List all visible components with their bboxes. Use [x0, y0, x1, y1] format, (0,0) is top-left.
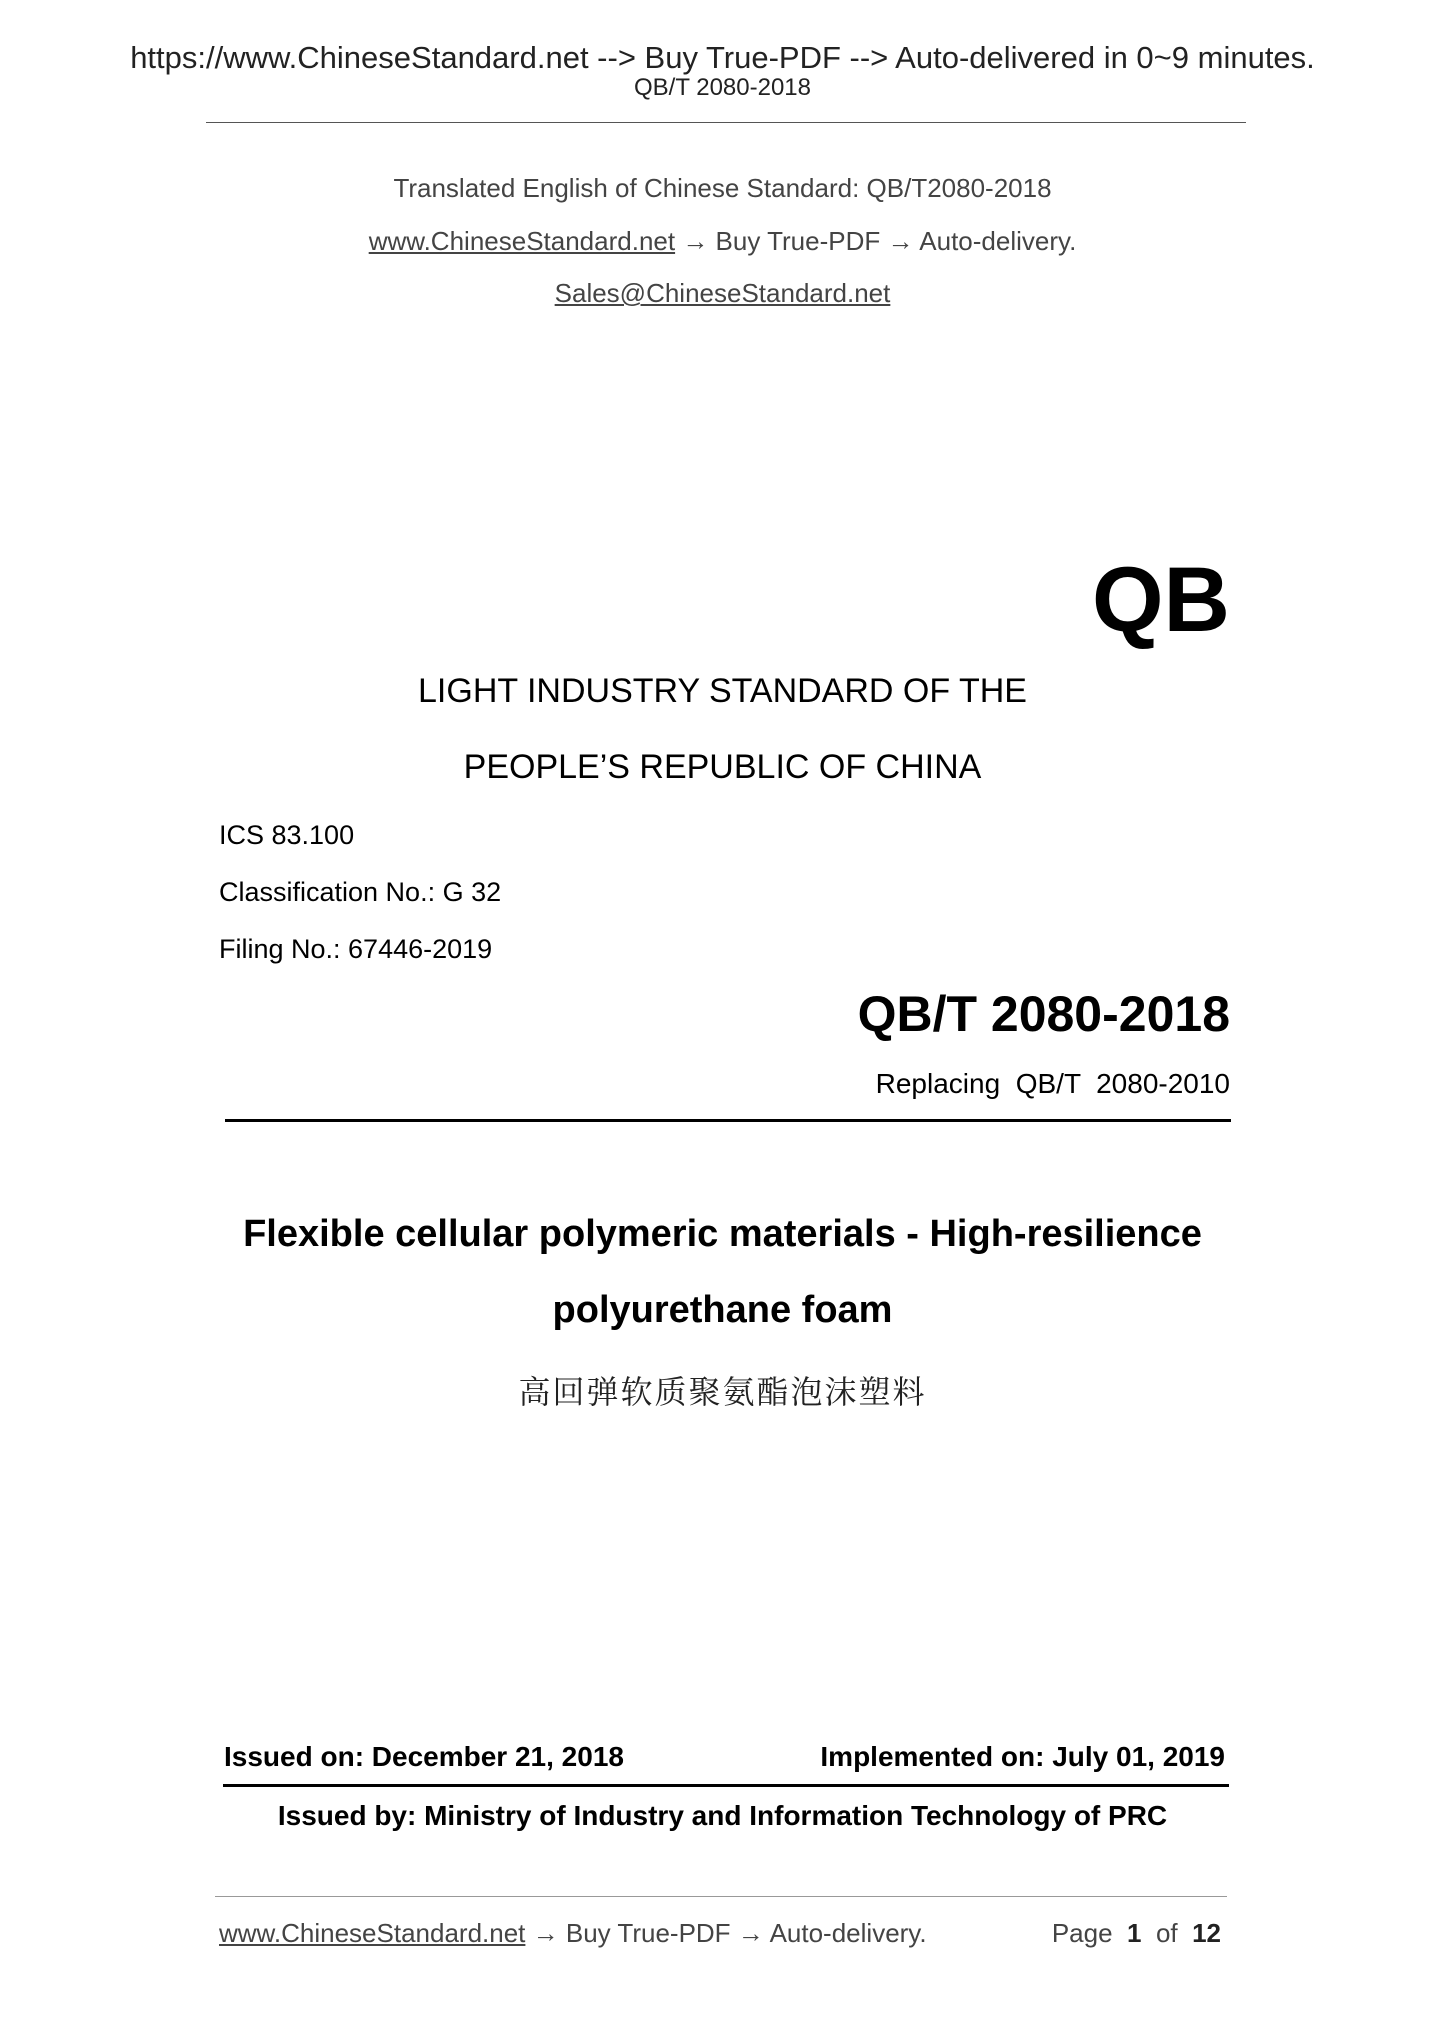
document-title-line2: polyurethane foam [552, 1289, 893, 1331]
footer-site-link[interactable]: www.ChineseStandard.net [219, 1918, 526, 1948]
buy-text: → Buy True-PDF → Auto-delivery. [675, 226, 1077, 256]
filing-number: Filing No.: 67446-2019 [219, 934, 493, 964]
implemented-date: Implemented on: July 01, 2019 [820, 1741, 1225, 1772]
document-title-chinese: 高回弹软质聚氨酯泡沫塑料 [518, 1373, 927, 1411]
dates-divider [223, 1784, 1229, 1787]
footer-divider [215, 1896, 1227, 1897]
issued-date: Issued on: December 21, 2018 [224, 1741, 624, 1772]
translated-note: Translated English of Chinese Standard: QB/T2080-2018 [393, 173, 1052, 203]
header-banner: https://www.ChineseStandard.net --> Buy True-PDF --> Auto-delivered in 0~9 minutes. [130, 40, 1315, 75]
site-link[interactable]: www.ChineseStandard.net [368, 226, 676, 256]
page-total: 12 [1192, 1918, 1221, 1948]
email-line [0, 278, 1445, 309]
email-link[interactable]: Sales@ChineseStandard.net [554, 278, 891, 308]
main-divider [225, 1119, 1231, 1122]
standard-mark: QB [1092, 549, 1230, 651]
intro-links-line [0, 226, 1445, 257]
header-divider [206, 122, 1246, 123]
standard-name-line2: PEOPLE’S REPUBLIC OF CHINA [463, 748, 982, 786]
of-label: of [1155, 1918, 1178, 1948]
standard-name-line1: LIGHT INDUSTRY STANDARD OF THE [418, 672, 1027, 710]
classification-number: Classification No.: G 32 [219, 877, 502, 907]
standard-code: QB/T 2080-2018 [857, 986, 1230, 1042]
document-title-line1: Flexible cellular polymeric materials - High-resilience [243, 1213, 1202, 1255]
footer-buy-text: → Buy True-PDF → Auto-delivery. [525, 1918, 927, 1948]
page-indicator [1052, 1918, 1221, 1949]
replacing-note: Replacing QB/T 2080-2010 [875, 1068, 1230, 1099]
ics-number: ICS 83.100 [219, 820, 355, 850]
page-number: 1 [1127, 1918, 1142, 1948]
footer-links [219, 1918, 927, 1949]
issuing-authority: Issued by: Ministry of Industry and Information Technology of PRC [277, 1800, 1168, 1831]
page-label: Page [1051, 1918, 1113, 1948]
header-code: QB/T 2080-2018 [633, 74, 811, 101]
